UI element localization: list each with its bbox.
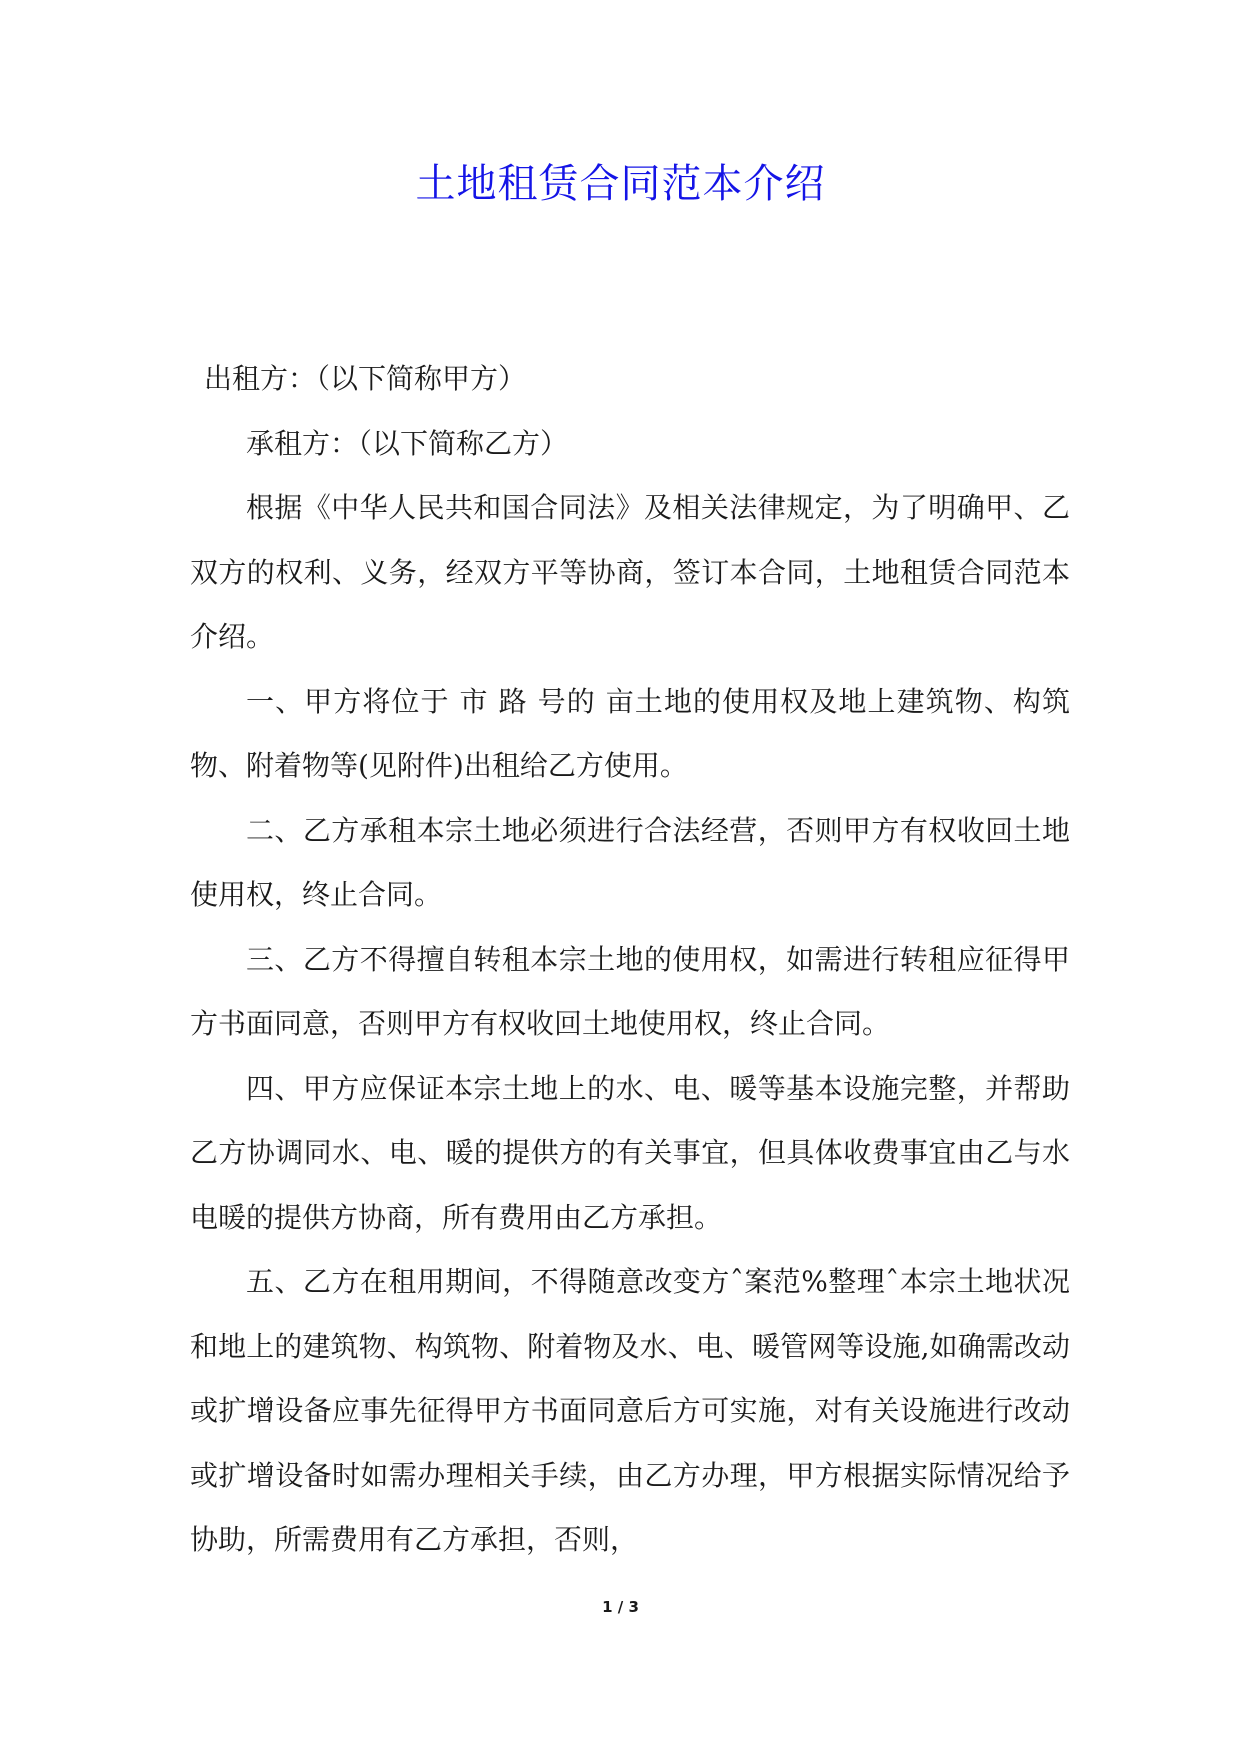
document-title: 土地租赁合同范本介绍 (415, 161, 826, 207)
document-body (190, 347, 1070, 1573)
paragraph-clause-5: 五、乙方在租用期间，不得随意改变方ˆ案范%整理ˆ本宗土地状况和地上的建筑物、构筑物、附着物及水、电、暖管网等设施,如确需改动或扩增设备应事先征得甲方书面同意后方可实施，对有关设施进行改动或扩增设备时如需办理相关手续，由乙方办理，甲方根据实际情况给予协助，所需费用有乙方承担，否则， (190, 1265, 1070, 1556)
paragraph-clause-1: 一、甲方将位于 市 路 号的 亩土地的使用权及地上建筑物、构筑物、附着物等(见附件)出租给乙方使用。 (190, 684, 1070, 782)
paragraph-lessee: 承租方：（以下简称乙方） (246, 426, 569, 460)
page-number: 1 / 3 (602, 1598, 639, 1616)
paragraph-clause-4: 四、甲方应保证本宗土地上的水、电、暖等基本设施完整，并帮助乙方协调同水、电、暖的提供方的有关事宜，但具体收费事宜由乙与水电暖的提供方协商，所有费用由乙方承担。 (190, 1071, 1070, 1234)
paragraph-preamble: 根据《中华人民共和国合同法》及相关法律规定，为了明确甲、乙双方的权利、义务，经双方平等协商，签订本合同，土地租赁合同范本介绍。 (190, 491, 1070, 653)
paragraph-clause-2: 二、乙方承租本宗土地必须进行合法经营，否则甲方有权收回土地使用权，终止合同。 (190, 813, 1070, 911)
paragraph-clause-3: 三、乙方不得擅自转租本宗土地的使用权，如需进行转租应征得甲方书面同意，否则甲方有权收回土地使用权，终止合同。 (190, 942, 1070, 1040)
paragraph-lessor: 出租方：（以下简称甲方） (204, 362, 527, 395)
